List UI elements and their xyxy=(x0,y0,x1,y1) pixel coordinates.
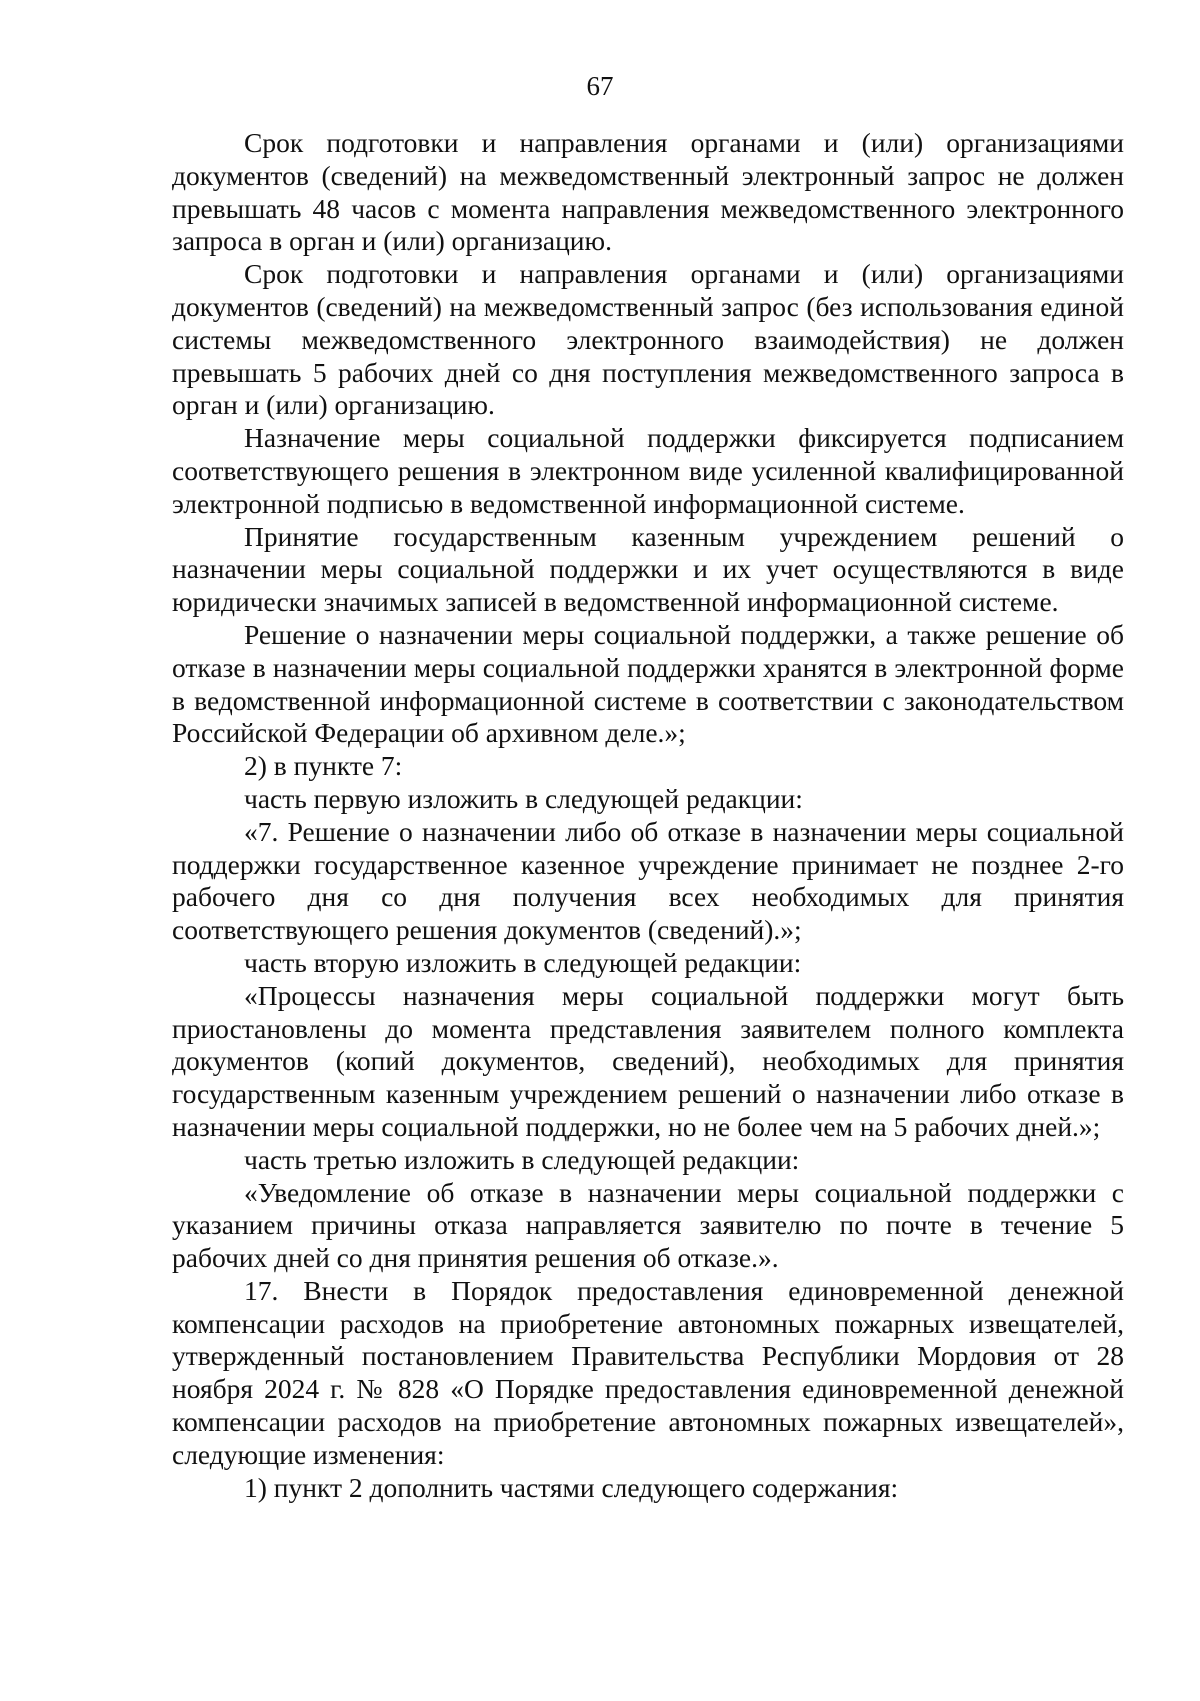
paragraph: 17. Внести в Порядок предоставления единовременной денежной компенсации расходов на приобретение автономных пожарных извещателей, утвержденный постановлением Правительства Республики Мордовия от 28 ноября 2024 г. № 828 «О Порядке предоставления единовременной денежной компенсации расходов на приобретение автономных пожарных извещателей», следующие изменения: xyxy=(172,1274,1124,1470)
paragraph: Срок подготовки и направления органами и (или) организациями документов (сведений) на межведомственный запрос (без использования единой системы межведомственного электронного взаимодействия) не должен превышать 5 рабочих дней со дня поступления межведомственного запроса в орган и (или) организацию. xyxy=(172,258,1124,421)
paragraph: «Уведомление об отказе в назначении меры социальной поддержки с указанием причины отказа направляется заявителю по почте в течение 5 рабочих дней со дня принятия решения об отказе.». xyxy=(172,1176,1124,1274)
paragraph: Принятие государственным казенным учреждением решений о назначении меры социальной поддержки и их учет осуществляются в виде юридически значимых записей в ведомственной информационной системе. xyxy=(172,520,1124,618)
paragraph: часть третью изложить в следующей редакции: xyxy=(244,1143,800,1175)
paragraph: «Процессы назначения меры социальной поддержки могут быть приостановлены до момента представления заявителем полного комплекта документов (копий документов, сведений), необходимых для принятия государственным казенным учреждением решений о назначении либо отказе в назначении меры социальной поддержки, но не более чем на 5 рабочих дней.»; xyxy=(172,979,1124,1142)
page-number: 67 xyxy=(586,71,614,101)
paragraph: Срок подготовки и направления органами и (или) организациями документов (сведений) на межведомственный электронный запрос не должен превышать 48 часов с момента направления межведомственного электронного запроса в орган и (или) организацию. xyxy=(172,127,1124,257)
paragraph: часть вторую изложить в следующей редакции: xyxy=(244,946,802,978)
paragraph: «7. Решение о назначении либо об отказе в назначении меры социальной поддержки государственное казенное учреждение принимает не позднее 2-го рабочего дня со дня получения всех необходимых для принятия соответствующего решения документов (сведений).»; xyxy=(172,815,1124,946)
paragraph: Решение о назначении меры социальной поддержки, а также решение об отказе в назначении меры социальной поддержки хранятся в электронной форме в ведомственной информационной системе в соответствии с законодательством Российской Федерации об архивном деле.»; xyxy=(172,618,1124,749)
paragraph: часть первую изложить в следующей редакции: xyxy=(244,782,803,814)
document-body xyxy=(172,127,1124,1504)
paragraph: 2) в пункте 7: xyxy=(244,750,403,782)
paragraph: 1) пункт 2 дополнить частями следующего содержания: xyxy=(244,1471,899,1503)
paragraph: Назначение меры социальной поддержки фиксируется подписанием соответствующего решения в электронном виде усиленной квалифицированной электронной подписью в ведомственной информационной системе. xyxy=(172,422,1124,519)
